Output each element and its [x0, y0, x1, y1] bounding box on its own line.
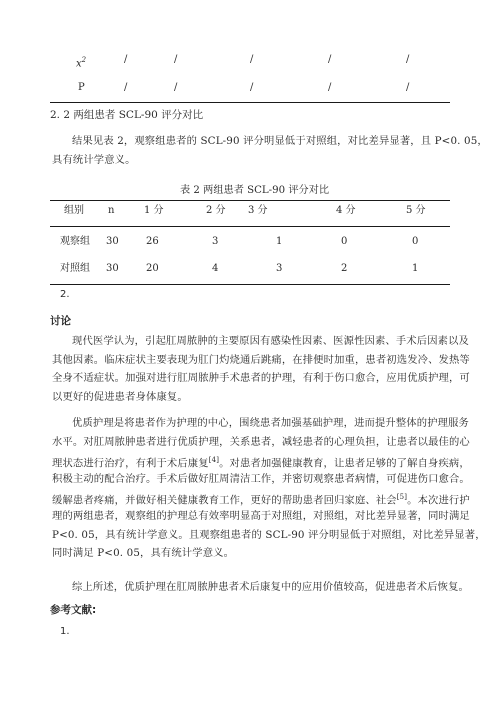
table-cell: /	[250, 82, 254, 93]
paragraph-line: 综上所述，优质护理在肛周脓肿患者术后康复中的应用价值较高，促进患者术后恢复。	[72, 581, 469, 593]
prev-table-row-p	[0, 78, 500, 98]
table-cell: 1	[276, 236, 283, 247]
section-heading: 2. 2 两组患者 SCL-90 评分对比	[50, 109, 204, 121]
paragraph-line: 缓解患者疼痛，并做好相关健康教育工作，更好的帮助患者回归家庭、社会[5]。本次进行护	[52, 493, 470, 507]
paragraph-line: 结果见表 2，观察组患者的 SCL-90 评分明显低于对照组，对比差异显著，且 P<0. 05，	[72, 135, 488, 147]
table-cell: 20	[146, 263, 159, 274]
row-label-p: P	[78, 82, 85, 93]
table-cell: 对照组	[60, 263, 90, 274]
table-header-rule	[50, 226, 450, 227]
paragraph-line: 积极主动的配合治疗。手术后做好肛周清洁工作，并密切观察患者病情，可促进伤口愈合。	[52, 472, 470, 485]
table-cell: /	[328, 82, 332, 93]
header-cell-2: 2 分	[206, 205, 226, 216]
list-number: 2.	[60, 289, 70, 300]
citation-ref[interactable]: [4]	[208, 456, 220, 465]
table-caption: 表 2 两组患者 SCL-90 评分对比	[180, 185, 330, 196]
header-cell-n: n	[108, 205, 115, 216]
references-title: 参考文献:	[50, 604, 97, 616]
header-cell-3: 3 分	[248, 205, 268, 216]
table-cell: 3	[276, 263, 283, 274]
section-paragraph	[52, 132, 488, 169]
paragraph-line: 具有统计学意义。	[52, 153, 136, 166]
table-cell: /	[124, 82, 128, 93]
paragraph-line: 理的两组患者，观察组的护理总有效率明显高于对照组，对照组，对比差异显著，同时满足	[52, 509, 470, 522]
table-cell: /	[174, 82, 178, 93]
table-cell: 2	[341, 263, 348, 274]
table-cell: /	[250, 54, 254, 65]
paragraph-line: 现代医学认为，引起肛周脓肿的主要原因有感染性因素、医源性因素、手术后因素以及	[72, 335, 469, 347]
table-cell: 0	[412, 236, 419, 247]
table-cell: /	[406, 54, 410, 65]
paragraph-line: 同时满足 P<0. 05，具有统计学意义。	[52, 547, 235, 560]
table-cell: 0	[341, 236, 348, 247]
header-cell-4: 4 分	[336, 205, 356, 216]
table-cell: 26	[146, 236, 159, 247]
table-cell: 3	[212, 236, 219, 247]
table-cell: 30	[106, 236, 119, 247]
citation-ref[interactable]: [5]	[396, 493, 408, 502]
table-top-rule	[50, 200, 450, 201]
reference-item-number: 1.	[60, 626, 70, 637]
table-cell: /	[174, 54, 178, 65]
discussion-title: 讨论	[50, 315, 71, 327]
paragraph-line: 水平。对肛周脓肿患者进行优质护理，关系患者，减轻患者的心理负担，让患者以最佳的心	[52, 435, 470, 448]
paragraph-line: P<0. 05，具有统计学意义。且观察组患者的 SCL-90 评分明显低于对照组，对比差异显著，	[52, 528, 486, 541]
table-cell: 观察组	[60, 236, 90, 247]
header-cell-1: 1 分	[144, 205, 164, 216]
header-cell-group: 组别	[64, 205, 84, 216]
discussion-paragraph-2	[52, 414, 486, 563]
header-cell-5: 5 分	[406, 205, 426, 216]
table-cell: 30	[106, 263, 119, 274]
prev-table-row-x2	[0, 50, 500, 70]
table-cell: 1	[412, 263, 419, 274]
table-cell: /	[406, 82, 410, 93]
table-cell: /	[328, 54, 332, 65]
table-cell: 4	[212, 263, 219, 274]
paragraph-line: 全身不适症状。加强对进行肛周脓肿手术患者的护理，有利于伤口愈合，应用优质护理，可	[52, 372, 470, 385]
discussion-paragraph-3	[52, 578, 469, 597]
table-bottom-rule	[50, 284, 450, 285]
paragraph-line: 以更好的促进患者身体康复。	[52, 390, 188, 403]
paragraph-line: 优质护理是将患者作为护理的中心，围绕患者加强基础护理，进而提升整体的护理服务	[72, 417, 469, 429]
discussion-paragraph-1	[52, 332, 470, 406]
row-label-chi-square: $x^2$	[76, 56, 87, 70]
paragraph-line: 理状态进行治疗，有利于术后康复[4]。对患者加强健康教育，让患者足够的了解自身疾病，	[52, 456, 470, 470]
table-bottom-rule	[50, 102, 450, 103]
paragraph-line: 其他因素。临床症状主要表现为肛门灼烧通后跳痛，在排便时加重，患者初选发冷、发热等	[52, 353, 470, 366]
table-cell: /	[124, 54, 128, 65]
